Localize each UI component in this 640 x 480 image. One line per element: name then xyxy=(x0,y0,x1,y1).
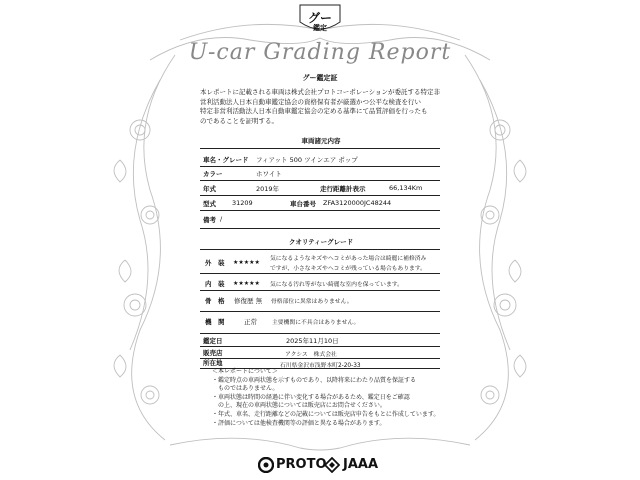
note-line: ・車両状態は時間の経過に伴い変化する場合があるため、鑑定日をご確認 xyxy=(212,393,410,401)
intro-text xyxy=(200,88,442,126)
note-line: ・年式、車名、走行距離などの記載については販売店申告をもとに作成しています。 xyxy=(212,410,440,418)
model-value: 31209 xyxy=(232,199,253,207)
divider xyxy=(200,358,440,359)
model-label: 型式 xyxy=(203,200,216,208)
intro-line: 営利活動法人日本自動車鑑定協会の資格保有者が厳選かつ公平な検査を行い xyxy=(200,97,421,106)
divider xyxy=(200,180,440,181)
intro-line: 特定非営利活動法人日本自動車鑑定協会の定める基準にて品質評価を行ったも xyxy=(200,107,428,115)
divider xyxy=(200,273,440,274)
intro-line: のであることを証明する。 xyxy=(200,116,278,125)
note-line: の上、現在の車両状態については販売店にお問合せください。 xyxy=(212,402,386,410)
dealer-value: アクシス 株式会社 xyxy=(285,352,337,358)
logo-label: 鑑定 xyxy=(313,24,327,32)
appraisal-date-value: 2025年11月10日 xyxy=(286,337,339,345)
divider xyxy=(200,346,440,347)
quality-section-title: クオリティーグレード xyxy=(288,238,354,246)
note-line: ・鑑定時点の車両状態を示すものであり、以降将来にわたり品質を保証する xyxy=(212,376,417,384)
divider xyxy=(200,210,440,211)
exterior-rating-stars: ★★★★★ xyxy=(233,259,260,266)
engine-label: 機 関 xyxy=(205,318,225,326)
proto-logo-text: PROTO xyxy=(276,457,327,472)
goo-appraisal-logo xyxy=(297,4,343,34)
engine-comment: 主要機関に不具合はありません。 xyxy=(272,320,360,326)
exterior-comment: 気になるようなキズやヘコミがあった場合は綺麗に補修済み xyxy=(270,256,427,262)
year-value: 2019年 xyxy=(256,185,280,193)
divider xyxy=(200,148,440,149)
divider xyxy=(200,290,440,291)
frame-label: 骨 格 xyxy=(205,297,225,305)
address-value: 石川県金沢市浅野本町2-20-33 xyxy=(280,363,361,369)
exterior-label: 外 装 xyxy=(205,259,225,267)
vehicle-name-label: 車名・グレード xyxy=(203,156,249,164)
divider xyxy=(200,249,440,250)
note-line: ものではありません。 xyxy=(212,385,279,393)
appraisal-date-label: 鑑定日 xyxy=(203,337,223,345)
report-notes xyxy=(212,368,442,428)
interior-comment: 気になる汚れ等がない綺麗な室内を保っています。 xyxy=(270,282,403,288)
intro-line: 本レポートに記載される車両は株式会社プロトコーポレーションが委託する特定非 xyxy=(200,88,440,96)
logo-mark: グー xyxy=(307,11,332,25)
chassis-value: ZFA3120000JC48244 xyxy=(323,199,392,207)
jaaa-logo-icon xyxy=(324,457,340,473)
divider xyxy=(200,311,440,312)
color-label: カラー xyxy=(203,170,223,178)
note-line: ＜本レポートについて＞ xyxy=(212,368,278,375)
engine-status: 正常 xyxy=(244,318,257,326)
color-value: ホワイト xyxy=(256,170,282,178)
remarks-label: 備考 xyxy=(203,216,216,224)
year-label: 年式 xyxy=(203,185,216,193)
frame-status: 修復歴 無 xyxy=(234,297,263,305)
note-line: ・評価については他検査機関等の評価と異なる場合があります。 xyxy=(212,419,386,427)
divider xyxy=(200,333,440,334)
divider xyxy=(200,195,440,196)
proto-logo-icon xyxy=(258,457,274,473)
interior-rating-stars: ★★★★★ xyxy=(233,280,260,287)
vehicle-section-title: 車両諸元内容 xyxy=(301,137,341,145)
certificate-title: グー鑑定証 xyxy=(302,74,338,82)
mileage-label: 走行距離計表示 xyxy=(320,185,366,193)
dealer-label: 販売店 xyxy=(203,349,223,357)
interior-label: 内 装 xyxy=(205,280,225,288)
frame-comment: 骨格部位に異常はありません。 xyxy=(271,299,353,305)
chassis-label: 車台番号 xyxy=(290,200,316,208)
divider xyxy=(200,228,440,229)
jaaa-logo-text: JAAA xyxy=(343,457,379,472)
vehicle-name-value: フィアット 500 ツインエア ポップ xyxy=(256,156,358,164)
exterior-comment: ですが、小さなキズやヘコミが残っている場合もあります。 xyxy=(270,266,426,272)
remarks-value: / xyxy=(220,215,223,223)
divider xyxy=(200,166,440,167)
mileage-value: 66,134Km xyxy=(389,184,423,192)
report-title: U-car Grading Report xyxy=(188,40,452,65)
address-label: 所在地 xyxy=(203,359,223,367)
